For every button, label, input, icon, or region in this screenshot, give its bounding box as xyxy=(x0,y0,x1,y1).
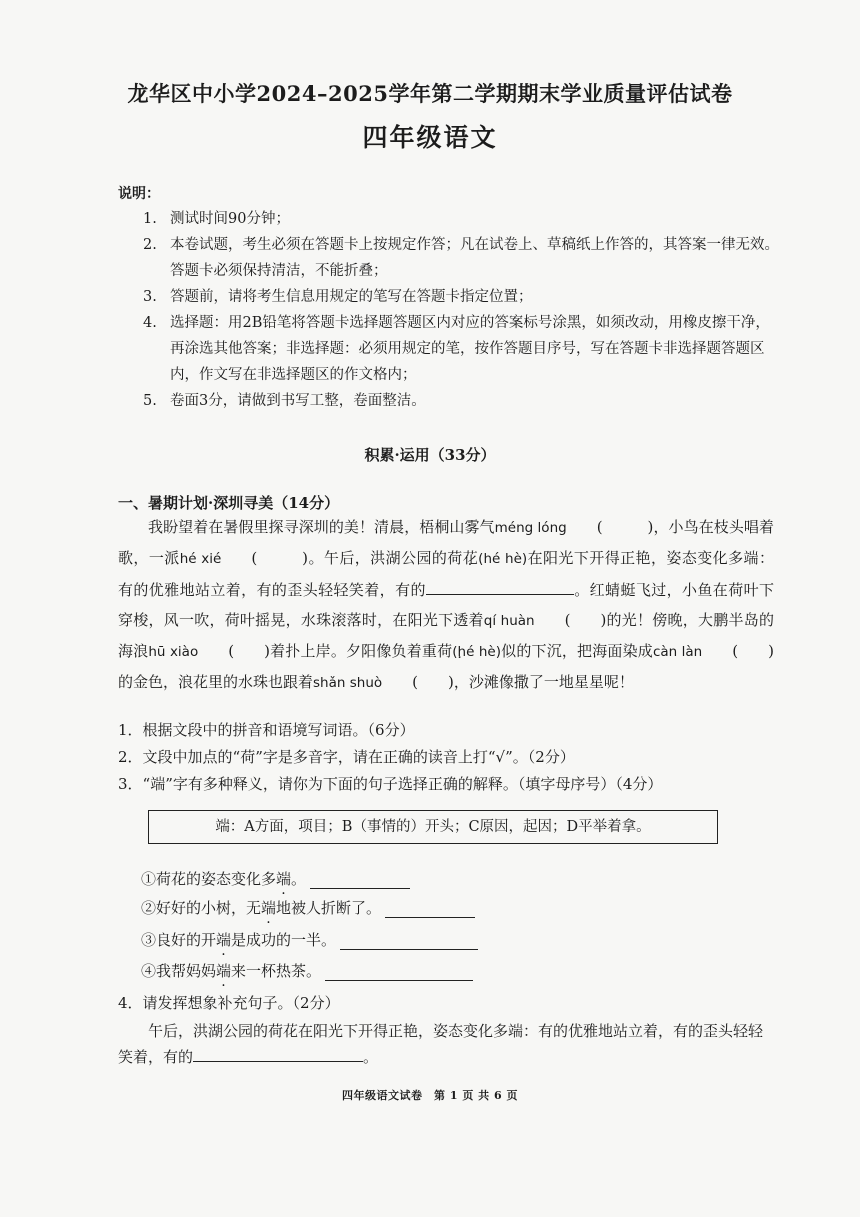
instructions-list xyxy=(143,206,783,414)
dotted-char: 荷 xyxy=(437,642,453,661)
sentence-item: ②好好的小树，无 端 · 地被人折断了。 xyxy=(141,897,475,918)
completion-paragraph: 午后，洪湖公园的荷花在阳光下开得正艳，姿态变化多端：有的优雅地站立着，有的歪头轻轻笑着，有的 。 xyxy=(118,1022,764,1066)
answer-line[interactable] xyxy=(325,964,473,981)
instruction-item: 1. 测试时间90分钟； xyxy=(143,211,290,227)
instruction-item: 5. 卷面3分，请做到书写工整，卷面整洁。 xyxy=(143,393,426,409)
instruction-item: 4. 选择题：用2B铅笔将答题卡选择题答题区内对应的答案标号涂黑，如须改动，用橡皮擦干净，再涂选其他答案；非选择题：必须用规定的笔，按作答题目序号，写在答题卡非选择题答题区内，作文写在非选择题区的作文格内； xyxy=(143,315,770,383)
answer-line[interactable] xyxy=(310,872,410,889)
question-2: 2．文段中加点的“荷”字是多音字，请在正确的读音上打“√”。（2分） xyxy=(118,748,575,766)
question-1: 1．根据文段中的拼音和语境写词语。（6分） xyxy=(118,721,415,739)
definition-box: 端：A方面，项目；B（事情的）开头；C原因，起因；D平举着拿。 xyxy=(148,810,718,844)
answer-line[interactable] xyxy=(340,933,478,950)
part-heading: 一、暑期计划·深圳寻美（14分） xyxy=(118,494,340,512)
sentence-item: ③良好的开 端 · 是成功的一半。 xyxy=(141,929,478,950)
reading-passage: 我盼望着在暑假里探寻深圳的美！清晨，梧桐山雾气méng lóng ( )，小鸟在枝头唱着歌，一派hé xié ( )。午后，洪湖公园的荷花(hé hè)在阳光下开得正艳，姿态变化多端：有的优雅地站立着，有的歪头轻轻笑着，有的 。红蜻蜓飞过，小鱼在荷叶下穿梭，风一吹，荷叶摇晃，水珠滚落时，在阳光下透着qí huàn ( )的光！傍晚，大鹏半岛的海浪hū xiào ( )着扑上岸。夕阳像负着重荷(hé hè)似的下沉，把海面染成càn làn ( )的金色，浪花里的水珠也跟着shǎn shuò ( )，沙滩像撒了一地星星呢！ xyxy=(118,512,774,699)
pinyin: càn làn xyxy=(652,644,703,661)
pinyin: méng lóng xyxy=(494,520,567,536)
pronunciation-choice[interactable]: (hé hè) xyxy=(452,644,501,661)
question-3: 3．“端”字有多种释义，请你为下面的句子选择正确的解释。（填字母序号）（4分） xyxy=(118,775,663,793)
page-footer: 四年级语文试卷 第 1 页 共 6 页 xyxy=(342,1089,518,1102)
instruction-item: 2. 本卷试题，考生必须在答题卡上按规定作答；凡在试卷上、草稿纸上作答的，其答案一律无效。答题卡必须保持清洁，不能折叠； xyxy=(143,237,779,279)
answer-blank[interactable]: ( ) xyxy=(228,642,270,661)
answer-line[interactable] xyxy=(385,901,475,918)
pronunciation-choice[interactable]: (hé hè) xyxy=(478,551,528,568)
answer-blank[interactable]: ( ) xyxy=(251,549,309,568)
answer-blank[interactable]: ( ) xyxy=(732,642,774,661)
section-heading: 积累·运用（33分） xyxy=(364,446,496,464)
exam-subtitle: 四年级语文 xyxy=(362,123,498,152)
pinyin: shǎn shuò xyxy=(313,675,383,692)
dotted-char: 荷 xyxy=(447,549,463,568)
answer-line[interactable] xyxy=(193,1047,363,1062)
instructions-label: 说明： xyxy=(118,186,160,202)
answer-blank[interactable]: ( ) xyxy=(412,673,454,692)
instruction-item: 3. 答题前，请将考生信息用规定的笔写在答题卡指定位置； xyxy=(143,289,533,305)
answer-blank[interactable]: ( ) xyxy=(564,610,607,629)
pinyin: qí huàn xyxy=(483,612,535,629)
sentence-item: ④我帮妈妈 端 · 来一杯热茶。 xyxy=(141,960,473,981)
pinyin: hé xié xyxy=(179,551,222,568)
exam-title: 龙华区中小学2024–2025学年第二学期期末学业质量评估试卷 xyxy=(127,81,733,106)
question-4: 4．请发挥想象补充句子。（2分） xyxy=(118,994,340,1012)
answer-line[interactable] xyxy=(426,580,574,595)
sentence-item: ①荷花的姿态变化多 端 · 。 xyxy=(141,868,410,889)
pinyin: hū xiào xyxy=(148,644,199,661)
answer-blank[interactable]: ( ) xyxy=(596,518,654,536)
